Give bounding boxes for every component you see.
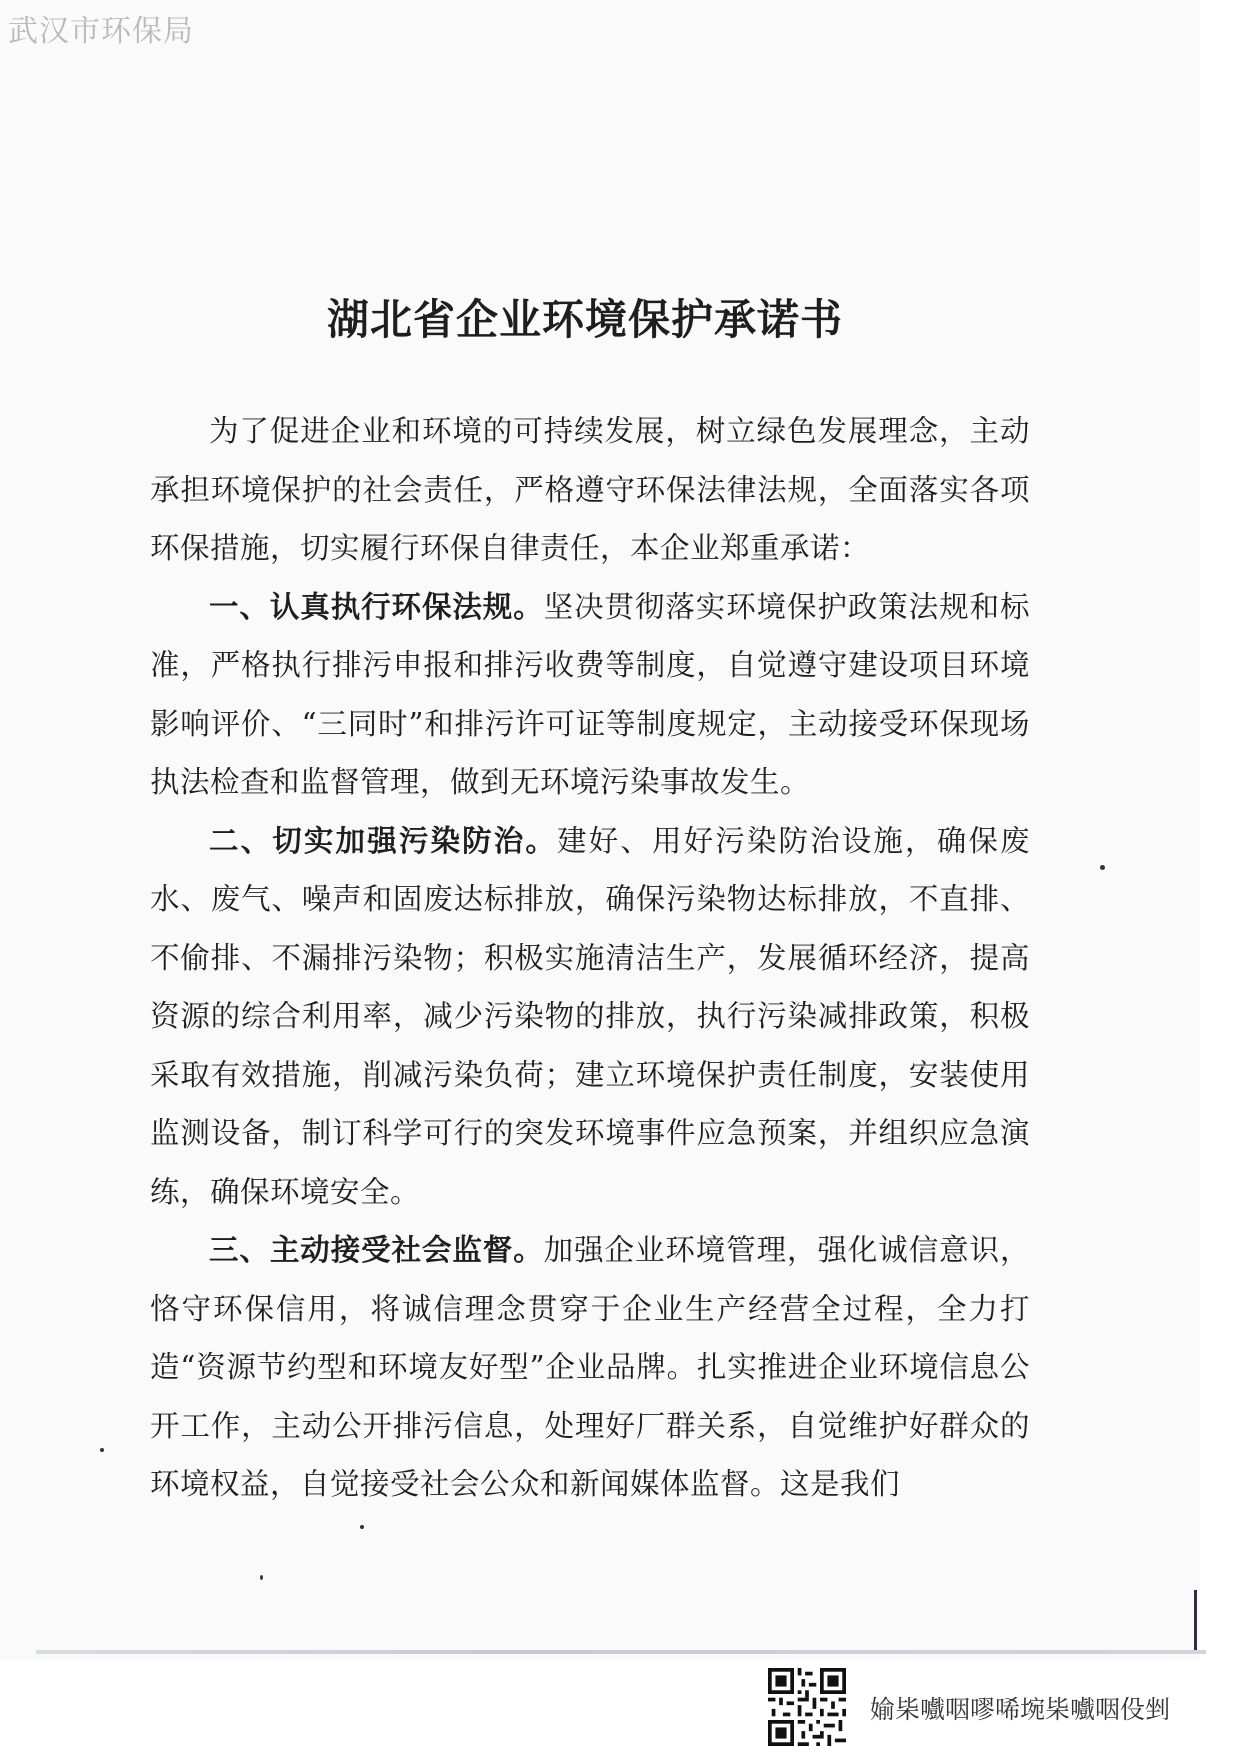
section-paragraph-1: [150, 578, 1030, 812]
scan-right-edge: [1194, 1590, 1197, 1650]
watermark: 武汉市环保局: [8, 14, 194, 49]
scan-speck: [1100, 865, 1105, 870]
scan-speck: [360, 1525, 364, 1529]
section-text-1: 坚决贯彻落实环境保护政策法规和标准，严格执行排污申报和排污收费等制度，自觉遵守建设项目环境影响评价、“三同时”和排污许可证等制度规定，主动接受环保现场执法检查和监督管理，做到无环境污染事故发生。: [150, 589, 1030, 799]
scan-bottom-edge: [36, 1650, 1206, 1654]
section-text-2: 建好、用好污染防治设施，确保废水、废气、噪声和固废达标排放，确保污染物达标排放，不直排、不偷排、不漏排污染物；积极实施清洁生产，发展循环经济，提高资源的综合利用率，减少污染物的排放，执行污染减排政策，积极采取有效措施，削减污染负荷；建立环境保护责任制度，安装使用监测设备，制订科学可行的突发环境事件应急预案，并组织应急演练，确保环境安全。: [150, 823, 1030, 1209]
section-heading-3: 三、主动接受社会监督。: [209, 1232, 544, 1267]
section-heading-2: 二、切实加强污染防治。: [209, 822, 558, 858]
section-heading-1: 一、认真执行环保法规。: [209, 588, 544, 624]
document-body: [150, 402, 1030, 1514]
scan-speck: [100, 1448, 104, 1452]
section-text-3: 加强企业环境管理，强化诚信意识，恪守环保信用，将诚信理念贯穿于企业生产经营全过程，全力打造“资源节约型和环境友好型”企业品牌。扎实推进企业环境信息公开工作，主动公开排污信息，处理好厂群关系，自觉维护好群众的环境权益，自觉接受社会公众和新闻媒体监督。这是我们: [150, 1233, 1030, 1501]
footer-text: 媮枈嚱咽嘐唏埦枈嚱咽伇剉: [870, 1695, 1171, 1724]
document-title: 湖北省企业环境保护承诺书: [326, 295, 843, 344]
section-paragraph-3: [150, 1221, 1030, 1514]
intro-paragraph: 为了促进企业和环境的可持续发展，树立绿色发展理念，主动承担环境保护的社会责任，严格遵守环保法律法规，全面落实各项环保措施，切实履行环保自律责任，本企业郑重承诺：: [150, 414, 1030, 565]
section-paragraph-2: [150, 812, 1030, 1222]
scan-speck: [260, 1575, 263, 1580]
qr-code-icon: [768, 1668, 846, 1746]
